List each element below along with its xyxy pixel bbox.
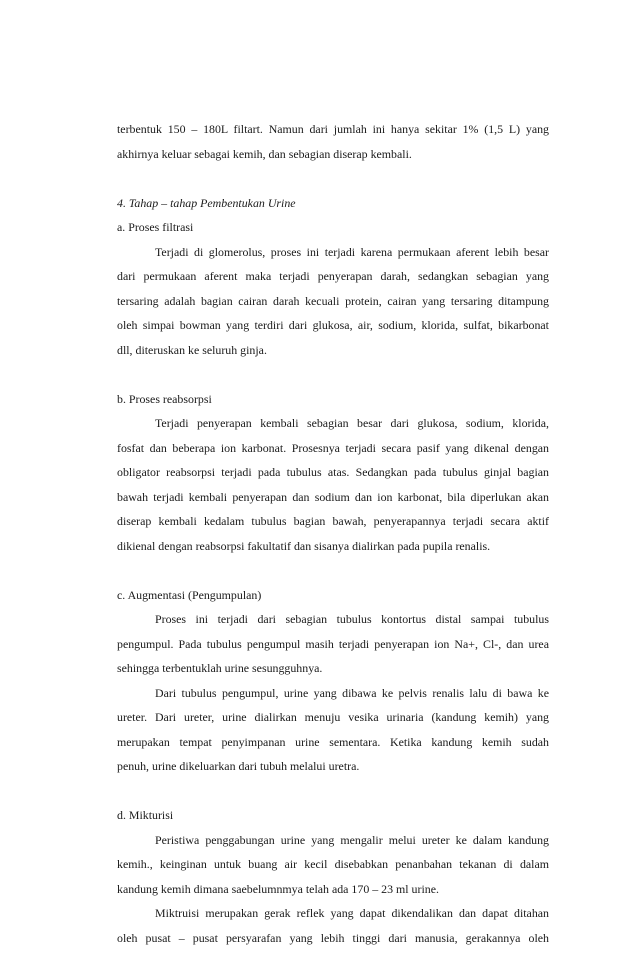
- filtrasi-line-3: tersaring adalah bagian cairan darah kecuali protein, cairan yang tersaring ditampung: [117, 293, 549, 308]
- augmentasi-p1-line-3: sehingga terbentuklah urine sesungguhnya.: [117, 661, 323, 675]
- filtrasi-line-4: oleh simpai bowman yang terdiri dari glukosa, air, sodium, klorida, sulfat, bikarbonat: [117, 318, 549, 332]
- reabsorpsi-heading: b. Proses reabsorpsi: [117, 391, 212, 406]
- mikturisi-p1-line-2: kemih., keinginan untuk buang air kecil disebabkan penanbahan tekanan di dalam: [117, 857, 549, 871]
- reabsorpsi-line-6: dikienal dengan reabsorpsi fakultatif dan sisanya dialirkan pada pupila renalis.: [117, 538, 491, 553]
- intro-line-2: akhirnya keluar sebagai kemih, dan sebagian diserap kembali.: [117, 146, 412, 161]
- spacer: [117, 166, 549, 191]
- intro-line-1: terbentuk 150 – 180L filtart. Namun dari jumlah ini hanya sekitar 1% (1,5 L) yang: [117, 122, 549, 136]
- augmentasi-p1-line-2: pengumpul. Pada tubulus pengumpul masih terjadi penyerapan ion Na+, Cl-, dan urea: [117, 636, 549, 651]
- filtrasi-line-1: Terjadi di glomerolus, proses ini terjadi karena permukaan aferent lebih besar: [155, 244, 549, 259]
- augmentasi-p1-line-1: Proses ini terjadi dari sebagian tubulus kontortus distal sampai tubulus: [155, 612, 549, 626]
- mikturisi-p1-line-1: Peristiwa penggabungan urine yang mengalir melui ureter ke dalam kandung: [155, 832, 549, 847]
- augmentasi-heading: c. Augmentasi (Pengumpulan): [117, 587, 262, 602]
- reabsorpsi-line-2: fosfat dan beberapa ion karbonat. Prosesnya terjadi secara pasif yang dikenal dengan: [117, 440, 549, 455]
- mikturisi-p2-line-1: Miktruisi merupakan gerak reflek yang dapat dikendalikan dan dapat ditahan: [155, 906, 549, 920]
- reabsorpsi-line-1: Terjadi penyerapan kembali sebagian besar dari glukosa, sodium, klorida,: [155, 416, 549, 430]
- page-content: [117, 117, 549, 950]
- spacer: [117, 558, 549, 583]
- mikturisi-p1-line-3: kandung kemih dimana saebelumnmya telah ada 170 – 23 ml urine.: [117, 881, 439, 896]
- filtrasi-line-5: dll, diteruskan ke seluruh ginja.: [117, 342, 267, 357]
- mikturisi-heading: d. Mikturisi: [117, 808, 174, 822]
- reabsorpsi-line-3: obligator reabsorpsi terjadi pada tubulus atas. Sedangkan pada tubulus ginjal bagian: [117, 465, 549, 479]
- section-title: 4. Tahap – tahap Pembentukan Urine: [117, 195, 296, 210]
- reabsorpsi-line-4: bawah terjadi kembali penyerapan dan sodium dan ion karbonat, bila diperlukan akan: [117, 489, 549, 504]
- mikturisi-p2-line-2: oleh pusat – pusat persyarafan yang lebih tinggi dari manusia, gerakannya oleh: [117, 930, 549, 945]
- augmentasi-p2-line-1: Dari tubulus pengumpul, urine yang dibawa ke pelvis renalis lalu di bawa ke: [155, 685, 549, 700]
- augmentasi-p2-line-4: penuh, urine dikeluarkan dari tubuh melalui uretra.: [117, 759, 360, 773]
- filtrasi-line-2: dari permukaan aferent maka terjadi penyerapan darah, sedangkan sebagian yang: [117, 269, 549, 283]
- spacer: [117, 362, 549, 387]
- filtrasi-heading: a. Proses filtrasi: [117, 220, 194, 234]
- augmentasi-p2-line-2: ureter. Dari ureter, urine dialirkan menuju vesika urinaria (kandung kemih) yang: [117, 710, 549, 724]
- spacer: [117, 779, 549, 804]
- augmentasi-p2-line-3: merupakan tempat penyimpanan urine sementara. Ketika kandung kemih sudah: [117, 734, 549, 749]
- reabsorpsi-line-5: diserap kembali kedalam tubulus bagian bawah, penyerapannya terjadi secara aktif: [117, 514, 549, 528]
